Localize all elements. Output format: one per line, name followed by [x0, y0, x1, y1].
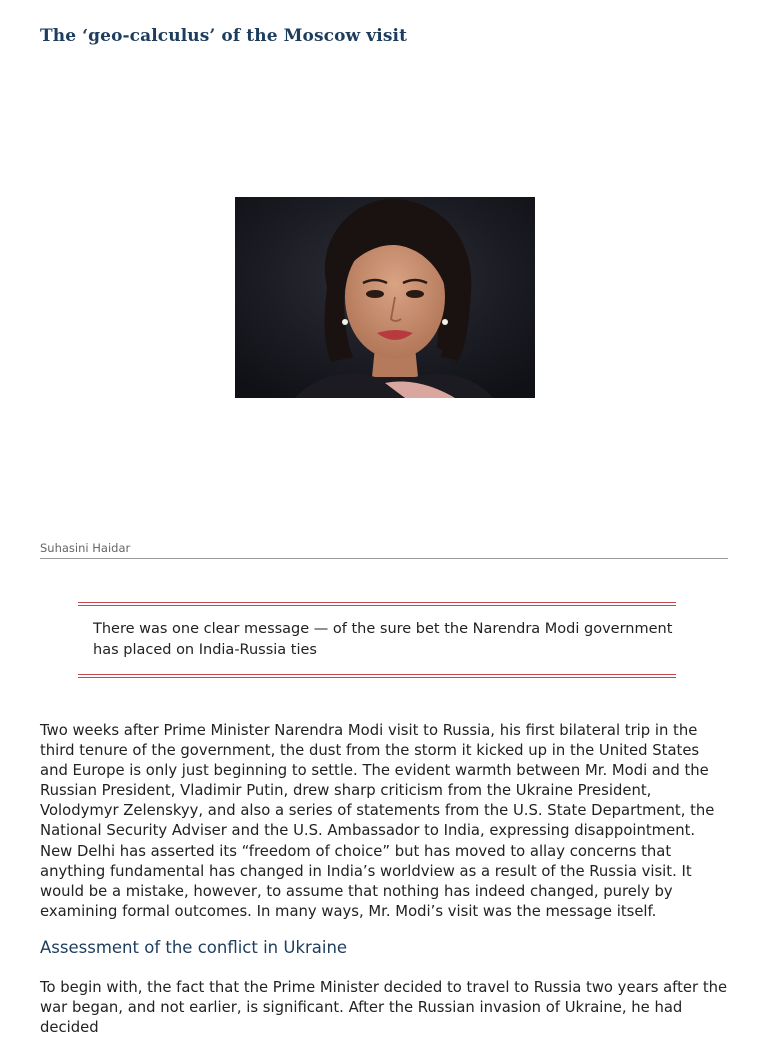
byline-container: [40, 537, 728, 559]
pull-quote-top-rule: [78, 602, 676, 606]
author-byline: Suhasini Haidar: [40, 541, 131, 555]
section-heading: Assessment of the conflict in Ukraine: [40, 938, 348, 957]
article-paragraph: To begin with, the fact that the Prime Minister decided to travel to Russia two years after the war began, and not earlier, is significant. After the Russian invasion of Ukraine, he had decided: [40, 979, 728, 1037]
pull-quote-bottom-rule: [78, 674, 676, 678]
pull-quote-text: There was one clear message — of the sure bet the Narendra Modi government has placed on India-Russia ties: [93, 621, 673, 658]
pull-quote: [78, 602, 676, 678]
author-photo: [235, 197, 535, 398]
article-title: The ‘geo-calculus’ of the Moscow visit: [40, 26, 408, 46]
article-paragraph: Two weeks after Prime Minister Narendra Modi visit to Russia, his first bilateral trip in the third tenure of the government, the dust from the storm it kicked up in the United States and Europe is only just beginning to settle. The evident warmth between Mr. Modi and the Russian President, Vladimir Putin, drew sharp criticism from the Ukraine President, Volodymyr Zelenskyy, and also a series of statements from the U.S. State Department, the National Security Adviser and the U.S. Ambassador to India, expressing disappointment. New Delhi has asserted its “freedom of choice” but has moved to allay concerns that anything fundamental has changed in India’s worldview as a result of the Russia visit. It would be a mistake, however, to assume that nothing has indeed changed, purely by examining formal outcomes. In many ways, Mr. Modi’s visit was the message itself.: [40, 722, 715, 920]
